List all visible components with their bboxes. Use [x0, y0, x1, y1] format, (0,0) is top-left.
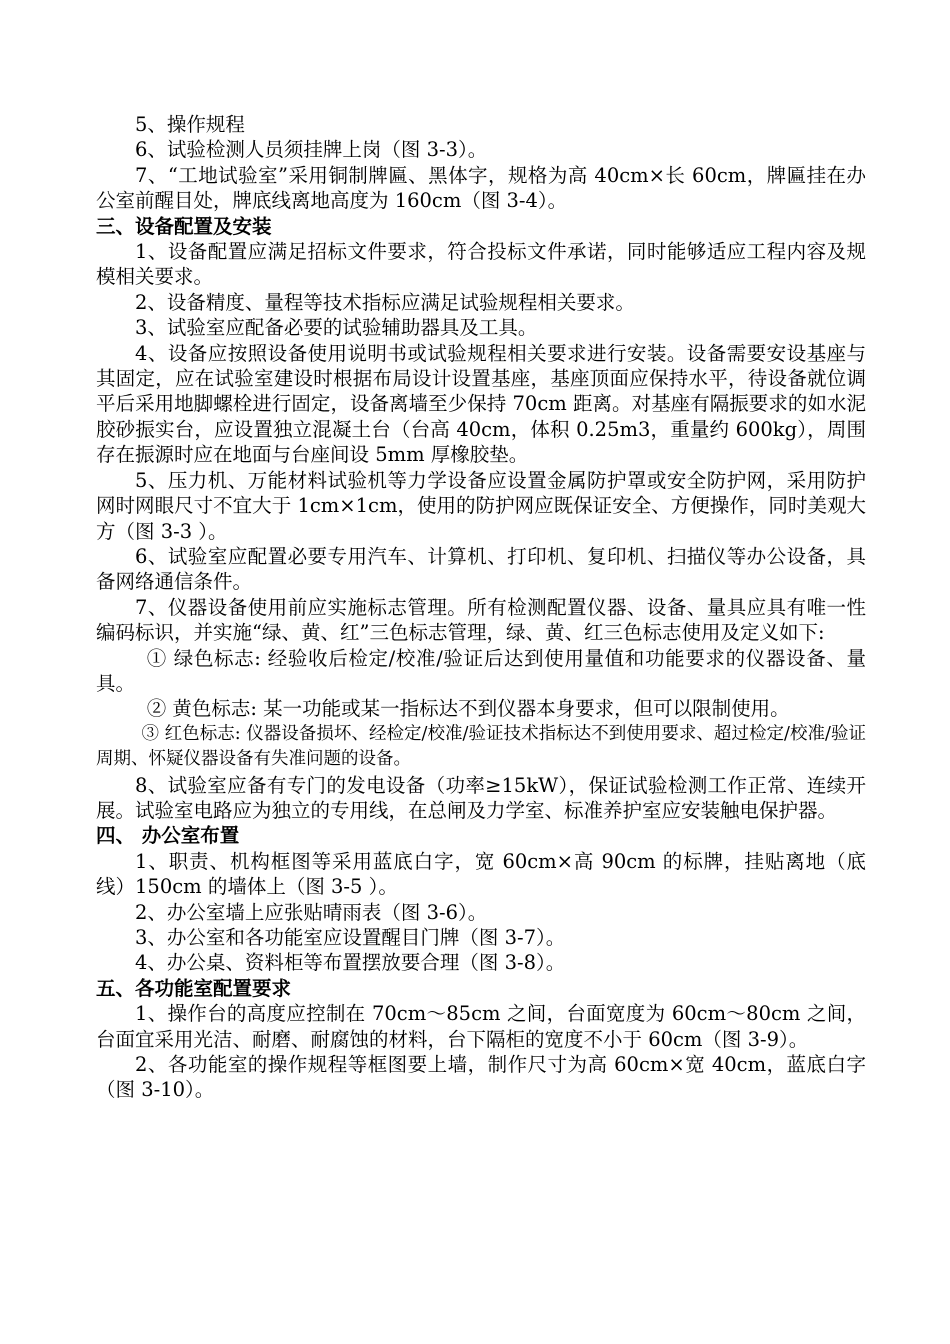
paragraph-equipment-1: 1、设备配置应满足招标文件要求，符合投标文件承诺，同时能够适应工程内容及规模相关要求。 — [96, 240, 866, 289]
paragraph-equipment-4: 4、设备应按照设备使用说明书或试验规程相关要求进行安装。设备需要安设基座与其固定，应在试验室建设时根据布局设计设置基座，基座顶面应保持水平，待设备就位调平后采用地脚螺栓进行固定，设备离墙至少保持 70cm 距离。对基座有隔振要求的如水泥胶砂振实台，应设置独立混凝土台（台高 40cm，体积 0.25m3，重量约 600kg），周围存在振源时应在地面与台座间设 5mm 厚橡胶垫。 — [96, 341, 866, 467]
paragraph-equipment-3: 3、试验室应配备必要的试验辅助器具及工具。 — [135, 316, 538, 340]
section-heading-function-rooms: 五、各功能室配置要求 — [96, 976, 292, 1000]
paragraph-operation-rules: 5、操作规程 — [135, 113, 245, 136]
paragraph-office-3: 3、办公室和各功能室应设置醒目门牌（图 3-7）。 — [135, 926, 566, 949]
paragraph-red-label: ③ 红色标志: 仪器设备损坏、经检定/校准/验证技术指标达不到使用要求、超过检定/校准/验证周期、怀疑仪器设备有失准问题的设备。 — [96, 723, 866, 770]
paragraph-green-label: ① 绿色标志: 经验收后检定/校准/验证后达到使用量值和功能要求的仪器设备、量具。 — [96, 646, 866, 695]
paragraph-staff-badge: 6、试验检测人员须挂牌上岗（图 3-3）。 — [135, 138, 488, 162]
document-page — [96, 112, 866, 1103]
paragraph-office-4: 4、办公桌、资料柜等布置摆放要合理（图 3-8）。 — [135, 951, 566, 975]
paragraph-office-2: 2、办公室墙上应张贴晴雨表（图 3-6）。 — [135, 900, 488, 924]
paragraph-office-1: 1、职责、机构框图等采用蓝底白字，宽 60cm×高 90cm 的标牌，挂贴离地（底线）150cm 的墙体上（图 3-5 ）。 — [96, 849, 866, 899]
paragraph-function-room-2: 2、各功能室的操作规程等框图要上墙，制作尺寸为高 60cm×宽 40cm，蓝底白字（图 3-10）。 — [96, 1053, 866, 1102]
paragraph-function-room-1: 1、操作台的高度应控制在 70cm～85cm 之间，台面宽度为 60cm～80cm 之间，台面宜采用光洁、耐磨、耐腐蚀的材料，台下隔柜的宽度不小于 60cm（图 3-9）。 — [96, 1002, 866, 1051]
paragraph-equipment-6: 6、试验室应配置必要专用汽车、计算机、打印机、复印机、扫描仪等办公设备，具备网络通信条件。 — [96, 544, 866, 594]
section-heading-office: 四、 办公室布置 — [96, 824, 240, 848]
paragraph-equipment-8: 8、试验室应备有专门的发电设备（功率≥15kW），保证试验检测工作正常、连续开展。试验室电路应为独立的专用线，在总闸及力学室、标准养护室应安装触电保护器。 — [96, 773, 866, 822]
paragraph-equipment-7: 7、仪器设备使用前应实施标志管理。所有检测配置仪器、设备、量具应具有唯一性编码标识，并实施“绿、黄、红”三色标志管理，绿、黄、红三色标志使用及定义如下: — [96, 595, 866, 645]
paragraph-equipment-5: 5、压力机、万能材料试验机等力学设备应设置金属防护罩或安全防护网，采用防护网时网眼尺寸不宜大于 1cm×1cm，使用的防护网应既保证安全、方便操作，同时美观大方（图 3-3 ）。 — [96, 468, 866, 543]
paragraph-lab-plaque: 7、“工地试验室”采用铜制牌匾、黑体字，规格为高 40cm×长 60cm，牌匾挂在办公室前醒目处，牌底线离地高度为 160cm（图 3-4）。 — [96, 163, 866, 213]
section-heading-equipment: 三、设备配置及安装 — [96, 214, 272, 238]
paragraph-yellow-label: ② 黄色标志: 某一功能或某一指标达不到仪器本身要求，但可以限制使用。 — [146, 697, 790, 721]
paragraph-equipment-2: 2、设备精度、量程等技术指标应满足试验规程相关要求。 — [135, 290, 635, 314]
